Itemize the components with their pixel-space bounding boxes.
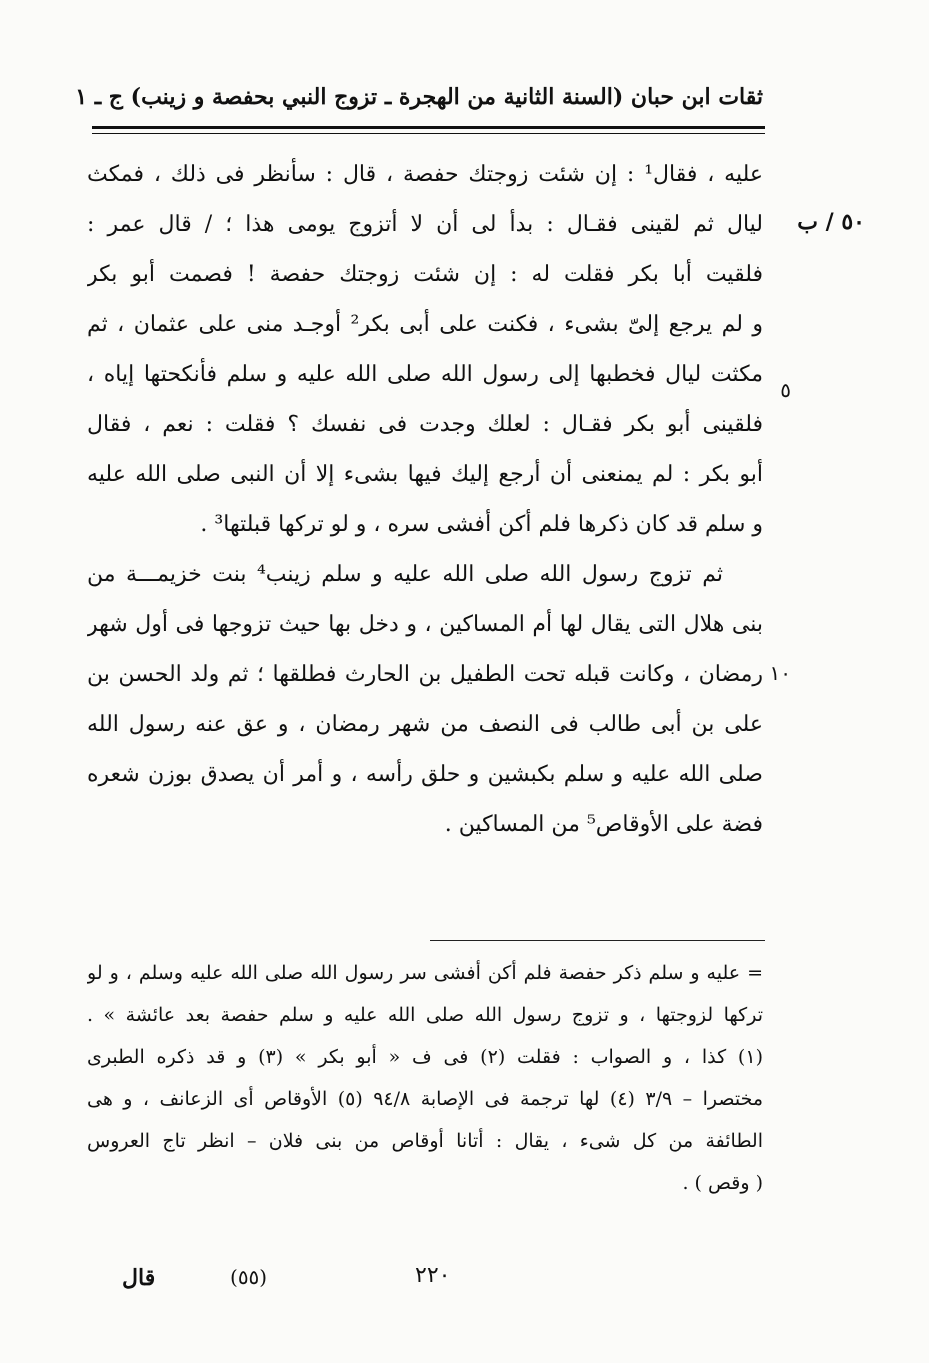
footnote-line: تركها لزوجتها ، و تزوج رسول الله صلى الله عليه و سلم حفصة بعد عائشة » . xyxy=(87,1004,763,1026)
text-line: ليال ثم لقينى فقـال : بدأ لى أن لا أتزوج يومى هذا ؛ / قال عمر : xyxy=(87,212,763,237)
header-rule-thin xyxy=(92,133,765,134)
line-number-5: ٥ xyxy=(780,378,791,402)
footnote-line: (١) كذا ، و الصواب : فقلت (٢) فى ف « أبو بكر » (٣) و قد ذكره الطبرى xyxy=(87,1046,763,1068)
footnote-line: ( وقص ) . xyxy=(682,1172,763,1194)
text-line: عليه ، فقال¹ : إن شئت زوجتك حفصة ، قال : سأنظر فى ذلك ، فمكث xyxy=(87,162,763,187)
page-number: ٢٢٠ xyxy=(415,1263,451,1288)
text-line: فضة على الأوقاص⁵ من المساكين . xyxy=(444,812,763,837)
catchword: قال xyxy=(122,1265,156,1291)
text-line: على بن أبى طالب فى النصف من شهر رمضان ، و عق عنه رسول الله xyxy=(87,712,763,737)
header-rule-thick xyxy=(92,126,765,129)
footnote-line: مختصرا – ٣/٩ (٤) لها ترجمة فى الإصابة ٩٤/٨ (٥) الأوقاص أى الزعانف ، و هى xyxy=(87,1088,763,1110)
text-line: و لم يرجع إلىّ بشىء ، فكنت على أبى بكر² أوجـد منى على عثمان ، ثم xyxy=(87,312,763,337)
text-line: رمضان ، وكانت قبله تحت الطفيل بن الحارث فطلقها ؛ ثم ولد الحسن بن xyxy=(87,662,763,687)
text-line: فلقينى أبو بكر فقـال : لعلك وجدت فى نفسك ؟ فقلت : نعم ، فقال xyxy=(87,412,763,437)
text-line: مكثت ليال فخطبها إلى رسول الله صلى الله عليه و سلم فأنكحتها إياه ، xyxy=(87,362,763,387)
folio-marker: ٥٠ / ب xyxy=(797,209,865,235)
running-header: ثقات ابن حبان (السنة الثانية من الهجرة ـ تزوج النبي بحفصة و زينب) ج ـ ١ xyxy=(75,84,763,110)
text-line: أبو بكر : لم يمنعنى أن أرجع إليك فيها بشىء إلا أن النبى صلى الله عليه xyxy=(87,462,763,487)
footnote-line: = عليه و سلم ذكر حفصة فلم أكن أفشى سر رسول الله صلى الله عليه وسلم ، و لو xyxy=(87,962,763,984)
manuscript-folio: (٥٥) xyxy=(230,1265,268,1289)
line-number-10: ١٠ xyxy=(769,661,791,685)
text-line: و سلم قد كان ذكرها فلم أكن أفشى سره ، و لو تركها قبلتها³ . xyxy=(200,512,763,537)
main-text xyxy=(87,150,763,850)
text-line: صلى الله عليه و سلم بكبشين و حلق رأسه ، و أمر أن يصدق بوزن شعره xyxy=(87,762,763,787)
text-line: ثم تزوج رسول الله صلى الله عليه و سلم زينب⁴ بنت خزيمـــة من xyxy=(87,562,723,587)
footnote-line: الطائفة من كل شىء ، يقال : أتانا أوقاص من بنى فلان – انظر تاج العروس xyxy=(87,1130,763,1152)
text-line: بنى هلال التى يقال لها أم المساكين ، و دخل بها حيث تزوجها فى أول شهر xyxy=(87,612,763,637)
footnotes xyxy=(87,952,763,1204)
text-line: فلقيت أبا بكر فقلت له : إن شئت زوجتك حفصة ! فصمت أبو بكر xyxy=(87,262,763,287)
footnote-rule xyxy=(430,940,765,941)
